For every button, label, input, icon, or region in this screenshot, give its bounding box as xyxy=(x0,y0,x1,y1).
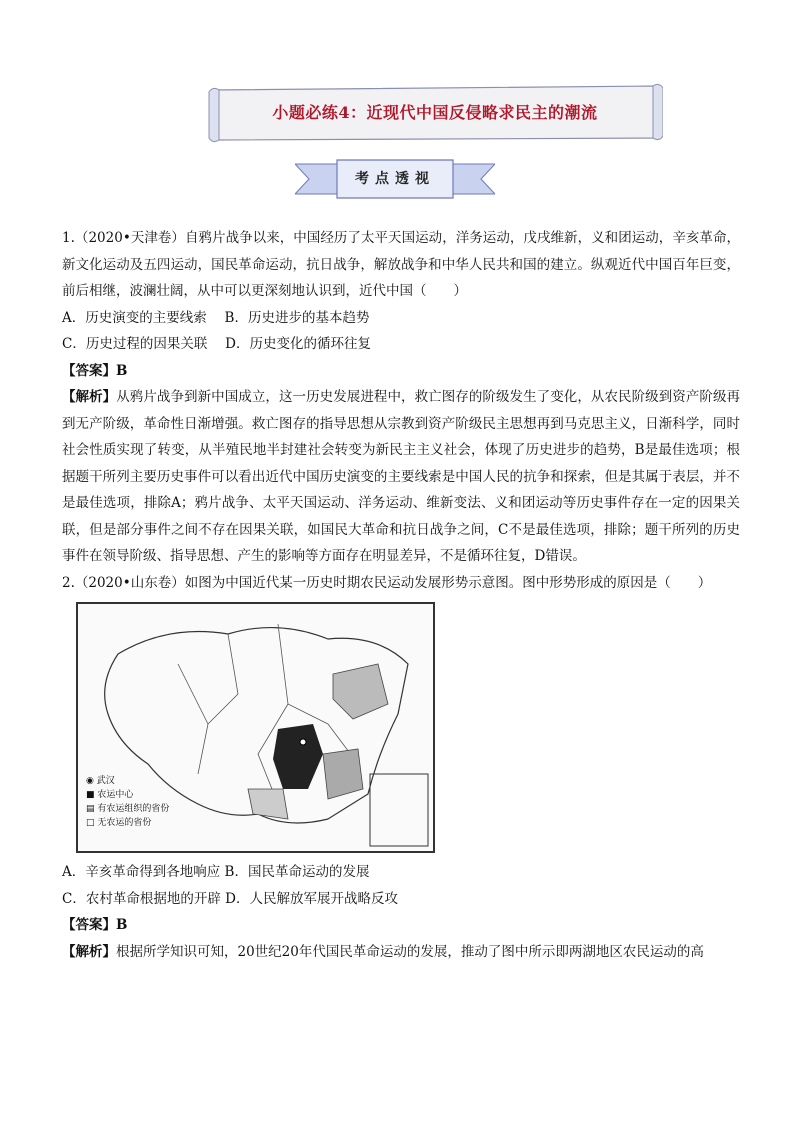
legend-center xyxy=(86,788,169,802)
question-content xyxy=(62,225,740,965)
section-badge: 考点透视 xyxy=(355,171,435,187)
legend-center-label: 农运中心 xyxy=(97,790,134,800)
legend-active xyxy=(86,802,169,816)
q1-options-ab: A．历史演变的主要线索 B．历史进步的基本趋势 xyxy=(62,309,370,326)
q2-answer: 【答案】B xyxy=(62,917,128,933)
legend-center-icon: ■ xyxy=(86,790,98,800)
china-map-figure xyxy=(76,602,435,853)
map-legend xyxy=(86,774,169,830)
q1-options-cd: C．历史过程的因果关联 D．历史变化的循环往复 xyxy=(62,336,371,352)
q1-analysis xyxy=(62,384,740,570)
q1-stem: 1.（2020•天津卷）自鸦片战争以来，中国经历了太平天国运动，洋务运动，戊戌维新，义和团运动，辛亥革命，新文化运动及五四运动，国民革命运动，抗日战争，解放战争和中华人民共和国的建立。纵观近代中国百年巨变，前后相继，波澜壮阔，从中可以更深刻地认识到，近代中国（ ） xyxy=(62,230,740,299)
legend-wuhan-icon: ◉ xyxy=(86,776,97,786)
legend-active-label: 有农运组织的省份 xyxy=(97,804,170,814)
q2-stem: 2.（2020•山东卷）如图为中国近代某一历史时期农民运动发展形势示意图。图中形势形成的原因是（ ） xyxy=(62,574,712,591)
q1-answer: 【答案】B xyxy=(62,362,128,379)
page-title: 小题必练4：近现代中国反侵略求民主的潮流 xyxy=(272,103,598,122)
legend-none-label: 无农运的省份 xyxy=(97,818,152,828)
q2-analysis-label: 【解析】 xyxy=(62,943,116,960)
q2-options-cd: C．农村革命根据地的开辟 D．人民解放军展开战略反攻 xyxy=(62,890,398,907)
legend-wuhan xyxy=(86,774,169,788)
legend-wuhan-label: 武汉 xyxy=(96,776,115,786)
q2-analysis-text: 根据所学知识可知，20世纪20年代国民革命运动的发展，推动了图中所示即两湖地区农民运动的高 xyxy=(116,943,704,960)
q2-options-ab: A．辛亥革命得到各地响应 B．国民革命运动的发展 xyxy=(62,864,370,880)
q1-analysis-label: 【解析】 xyxy=(62,389,117,405)
legend-active-icon: ▤ xyxy=(86,804,98,814)
q2-analysis xyxy=(62,939,740,966)
q1-analysis-text: 从鸦片战争到新中国成立，这一历史发展进程中，救亡图存的阶级发生了变化，从农民阶级到资产阶级再到无产阶级，革命性日渐增强。救亡图存的指导思想从宗教到资产阶级民主思想再到马克思主义，日渐科学，同时社会性质实现了转变，从半殖民地半封建社会转变为新民主主义社会，体现了历史进步的趋势，B是最佳选项；根据题干所列主要历史事件可以看出近代中国历史演变的主要线索是中国人民的抗争和探索，但是其属于表层，并不是最佳选项，排除A；鸦片战争、太平天国运动、洋务运动、维新变法、义和团运动等历史事件存在一定的因果关联，但是部分事件之间不存在因果关联，如国民大革命和抗日战争之间，C不是最佳选项，排除；题干所列的历史事件在领导阶级、指导思想、产生的影响等方面存在明显差异，不是循环往复，D错误。 xyxy=(62,389,741,564)
legend-none xyxy=(86,816,169,830)
legend-none-icon: □ xyxy=(86,818,98,828)
